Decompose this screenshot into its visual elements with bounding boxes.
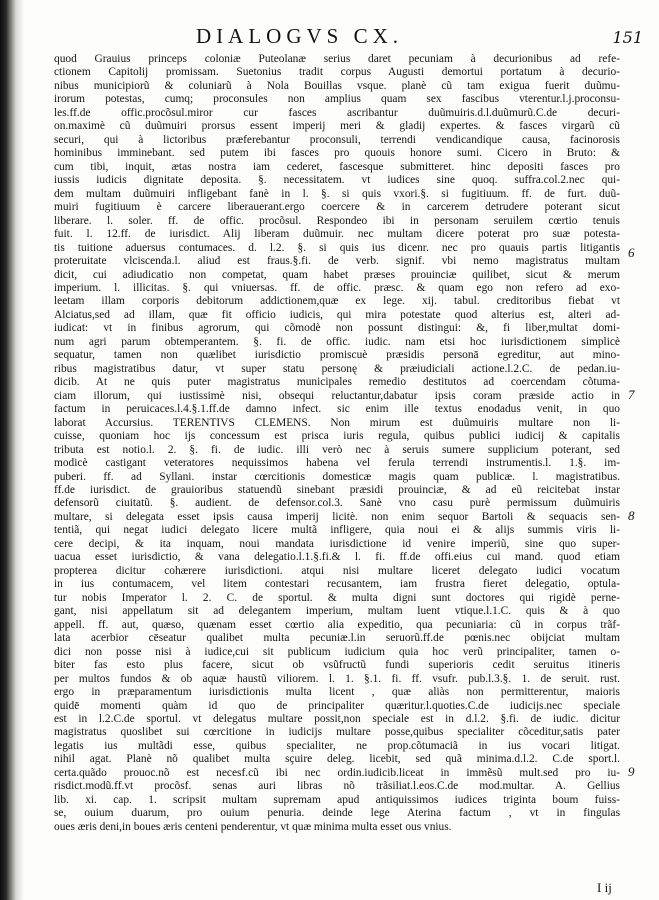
text-line: lib. xi. cap. 1. scripsit multam supremam apud antiquissimos iudices triginta boum fuiss- [54,793,620,806]
text-line: risdict.modũ.ff.vt procõsf. senas auri libras nõ trãsiliat.l.eos.C.de mod.multar. A. Gellius [54,780,620,793]
margin-note: 8 [628,508,635,523]
text-line: cere decipi, & ita inquam, noui mandata iurisdictione id venire imperiũ, sine quo super- [54,537,620,550]
text-line: imperium. l. illicitas. §. qui vniuersas. ff. de offic. præsc. & quam ego non refero ad exo- [54,281,620,294]
text-line: multare, si delegata esset ipsis causa imperij licitè. non enim sequor Bartoli & sequacis sen- [54,510,620,523]
text-line: tributa est notio.l. 2. §. fi. de iudic. illi verò nec à seruis sumere supplicium poterant, sed [54,443,620,456]
text-line: dicib. At ne quis puter magistratus municipales remedio destitutos ad coercendam cõtuma- [54,376,620,389]
text-line: se, ouium duarum, pro ouium penuria. deinde lege Aterina factum , vt in fingulas [54,807,620,820]
text-line: leetam illam corporis debitorum addictionem,quæ ex lege. xij. tabul. creditoribus fiebat vt [54,295,620,308]
text-line: ribus magistratibus datur, vt super statu personę & præiudiciali actione.l.2.C. de pedan.iu- [54,362,620,375]
text-line: muiri fugitiuum è carcere liberauerant.ergo coercere & in carcerem detrudere poterant sicut [54,201,620,214]
text-line: quod Grauius princeps coloniæ Puteolanæ serius daret pecuniam à decurionibus ad refe- [54,53,620,65]
text-line: dici non posse nisi à iudice,cui sit publicum iudicium quia hoc verũ principaliter, tamen o- [54,645,620,658]
text-line: oues æris deni,in boues æris centeni penderentur, vt quæ minima multa esset ous vnius. [54,820,452,833]
margin-note: 9 [628,764,635,779]
text-line: iudicat: vt in finibus agrorum, qui cõmodè non possunt distingui: &, fi liber,multat domi- [54,322,620,335]
text-line: securi, qui à lictoribus præferebantur proconsuli, terrendi vendicandique causa, facinorosis [54,133,620,146]
text-line: laborat Accursius. TERENTIVS CLEMENS. Non mirum est duũmuiris multare non li- [54,416,620,429]
text-line: dem multam duũmuiri infligebant fanè in l. §. si quis vxori.§. si fugitiuum. ff. de furt. duũ- [54,187,620,200]
text-line: gant, nisi appellatum sit ad delegantem imperium, multam luent vtique.l.1.C. quis & à quo [54,605,620,618]
text-line: nibus municipiorũ & coluniarũ à Nola Bouillas vsque. planè cũ tam exigua fuerit duũmu- [54,79,620,92]
text-line: nihil agat. Planè nõ qualibet multa sçuire deleg. licebit, sed quã minima.d.l.2. C.de sport.l. [54,753,620,766]
signature-mark: I ij [597,880,612,895]
text-line: sequatur, tamen non quælibet iurisdictio promiscuè præsidis personā egreditur, aut mino- [54,349,620,362]
text-line: puberi. ff. ad Syllani. instar cœrcitionis domesticæ magis quam publicæ. l. magistratibus. [54,470,620,483]
text-line: uacua esset iurisdictio, & vana delegatio.l.1.§.fi.& l. fi. ff.de offi.eius cui mand. quod etiam [54,551,620,564]
text-line: lata acerbior cēseatur qualibet multa pecuniæ.l.in seruorũ.ff.de pœnis.nec obijciat multam [54,632,620,645]
text-line: defensorũ ciuitatũ. §. audient. de defensor.col.3. Sanè vno casu purè permissum duũmuiris [54,497,620,510]
text-line: appell. ff. aut, quæso, quænam esset cœrtio alia expeditio, qua pecuniaria: cũ in corpus trãf- [54,618,620,631]
text-line: modicè castigant veteratores nequissimos habena vel ferula terrendi instrumentis.l. 1.§. im- [54,457,620,470]
page-gutter-shadow [0,0,24,900]
text-line: on.maximè cũ duũmuiri prorsus essent imperij meri & gladij expertes. & fasces virgarũ cũ [54,120,620,133]
text-line: Alciatus,sed ad illam, quæ fit officio iudicis, qui mira potestate quod alterius est, alteri ad- [54,308,620,321]
text-line: legatis ius multãdi esse, quibus specialiter, ne prop.cõtumaciã in ius vocari litigat. [54,739,620,752]
text-line: tis tuitione aduersus contumaces. d. l.2. §. si quis ius dicenr. nec pro quauis partis litigantis [54,241,620,254]
text-line: certa.quãdo prouoc.nõ est necesf.cũ ibi nec ordin.iudicib.liceat in immẽsũ mult.sed pro iu- [54,766,620,779]
text-line: est in l.2.C.de sportul. vt delegatus multare possit,non speciale est in d.l.2. §.fi. de iudic. dicitur [54,712,620,725]
text-line: factum in peruicaces.l.4.§.1.ff.de damno infect. sic enim ille textus enodadus venit, in quo [54,403,620,416]
text-line: ff.de iurisdict. de grauioribus statuendũ sinebant præsidi prouinciæ, & ad eũ reicitebat instar [54,484,620,496]
text-line: per multos fundos & ob aquæ haustũ viliorem. l. 1. §.1. fi. ff. vsufr. pub.l.3.§. 1. de seruit. rust. [54,672,620,685]
text-line: liberare. l. soler. ff. de offic. procõsul. Respondeo ibi in personam seruilem cœrtio tenuis [54,214,620,227]
text-line: quidē momenti quàm id quo de principaliter quæritur.l.quoties.C.de iudicijs.nec speciale [54,699,620,712]
text-line: biter fas esto plus facere, sicut ob vsũfructũ fundi superioris cedit seruitus itineris [54,659,620,672]
text-line: proteruitate vlciscenda.l. aliud est fraus.§.fi. de verb. signif. vbi nemo magistratus multam [54,255,620,268]
text-line: tur nobis Imperator l. 2. C. de sportul. & multa digni sunt doctores qui rigidè perne- [54,591,620,604]
text-line: hominibus imminebant. sed putem ibi fasces pro quouis honore sumi. Cicero in Bruto: & [54,147,620,160]
text-line: magistratus quoslibet sui cœrcitione in iudicijs multare posse,quibus specialiter cõceditur,satis pater [54,726,620,739]
text-line: cum tibi, inquit, ætas nostra iam cederet, fascesque submitteret. hinc depositi fasces pro [54,160,620,173]
text-line: iussis iudicis dignitate deposita. §. necessitatem. vt iudices sine quoq. suffra.col.2.nec qui- [54,174,620,187]
text-line: num agri parum obtemperantem. §. fi. de offic. iudic. nam etsi hoc iurisdictionem simplicè [54,335,620,348]
margin-note: 7 [628,387,635,402]
text-line: propterea dicitur cohærere iurisdictioni. atqui nisi multare liceret delegato iudici vocatum [54,564,620,577]
text-line: fuit. l. 12.ff. de iurisdict. Alij liberam duũmuir. nec multam dicere poterat pro suæ potesta- [54,228,620,241]
text-line: ciam illorum, qui iustissimè nisi, obsequi reluctantur,dabatur ipsis coram præside actio in [54,389,620,402]
running-title: DIALOGVS CX. [196,24,403,48]
folio-number: 151 [612,28,643,47]
text-line: irorum potestas, cumq; proconsules non amplius quam sex fascibus vterentur.l.j.proconsu- [54,93,620,106]
text-line: tentiã, qui negat iudici delegato licere multã infligere, quia noui ei & alijs summis viris li- [54,524,620,537]
text-line: les.ff.de offic.procõsul.miror cur fasces ascribantur duũmuiris.d.l.duũmurũ.C.de decuri- [54,106,620,119]
text-line: cuisse, quoniam hoc ijs concessum est prisca iuris regula, quibus publici iudicij & capitalis [54,430,620,443]
running-head [0,24,659,50]
margin-note: 6 [628,245,635,260]
text-line: ctionem Capitolij promissam. Suetonius tradit corpus Augusti demortui portatum à decurio- [54,66,620,79]
text-line: ergo in præparamentum iurisdictionis multa licent , quæ aliàs non permitterentur, maioris [54,686,620,699]
text-line: in ius contumacem, vel litem contestari recusantem, iam frustra fieret delegatio, optula- [54,578,620,591]
body-text-block [54,53,620,883]
text-line: dicit, cui adiudicatio non competat, quam habet præses prouinciæ quilibet, sicut & merum [54,268,620,281]
